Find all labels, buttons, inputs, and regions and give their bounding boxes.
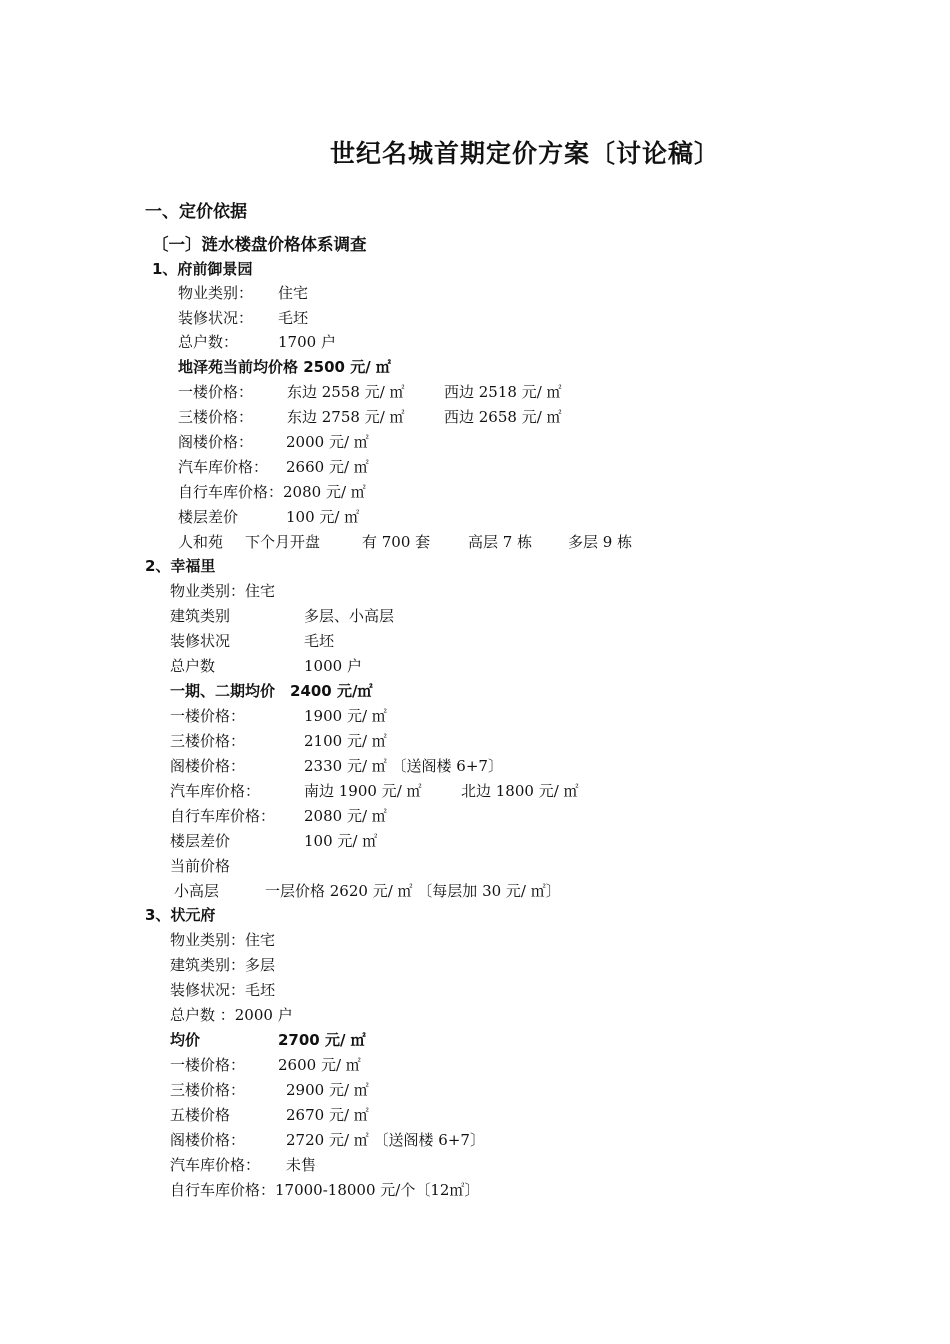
field-value-south: 南边 1900 元/ ㎡ (304, 782, 422, 800)
field-label: 阁楼价格： (170, 757, 246, 775)
field-value: 多层、小高层 (304, 607, 395, 625)
fuqian-floor1-row (178, 382, 562, 402)
zhuangyuanfu-attic-row (170, 1130, 485, 1150)
xingfuli-floor1-row (170, 706, 387, 726)
xingfuli-households-row (170, 656, 362, 676)
fuqian-households-row (178, 332, 336, 352)
field-value: 2700 元/ ㎡ (278, 1031, 366, 1049)
xingfuli-type-row: 物业类别：住宅 (170, 582, 276, 600)
field-label: 总户数： (178, 333, 239, 351)
property-heading-zhuangyuanfu: 3、状元府 (145, 906, 216, 924)
fuqian-decoration-row (178, 308, 309, 328)
xingfuli-floor3-row (170, 731, 387, 751)
field-value: 2660 元/ ㎡ (286, 458, 369, 476)
xingfuli-attic-row (170, 756, 503, 776)
field-value: 2000 元/ ㎡ (286, 433, 369, 451)
renhe-note-row (178, 532, 633, 552)
field-value: 2100 元/ ㎡ (304, 732, 387, 750)
field-label: 三楼价格： (178, 408, 254, 426)
field-value: 2900 元/ ㎡ (286, 1081, 369, 1099)
field-label: 五楼价格 (170, 1106, 231, 1124)
field-label: 阁楼价格： (178, 433, 254, 451)
section-heading-pricing-basis: 一、定价依据 (145, 202, 247, 222)
property-heading-fuqian: 1、府前御景园 (152, 260, 253, 278)
note-part: 下个月开盘 (245, 533, 321, 551)
field-label: 小高层 (174, 882, 220, 900)
xingfuli-current-price-label: 当前价格 (170, 857, 231, 875)
field-label: 均价 (170, 1031, 201, 1049)
document-title: 世纪名城首期定价方案〔讨论稿〕 (330, 139, 721, 168)
field-label: 汽车库价格： (170, 1156, 261, 1174)
fuqian-garage-row (178, 457, 369, 477)
field-value: 住宅 (278, 284, 309, 302)
field-value-east: 东边 2758 元/ ㎡ (287, 408, 405, 426)
field-value: 100 元/ ㎡ (286, 508, 360, 526)
xingfuli-floor-diff-row (170, 831, 378, 851)
xingfuli-bike-garage-row (170, 806, 387, 826)
fuqian-floor3-row (178, 407, 562, 427)
field-label: 装修状况 (170, 632, 231, 650)
field-value: 1000 户 (304, 657, 362, 675)
field-value: 2080 元/ ㎡ (304, 807, 387, 825)
field-label: 阁楼价格： (170, 1131, 246, 1149)
xingfuli-decoration-row (170, 631, 335, 651)
field-value: 100 元/ ㎡ (304, 832, 378, 850)
field-label: 一楼价格： (170, 707, 246, 725)
field-value: 一层价格 2620 元/ ㎡ 〔每层加 30 元/ ㎡〕 (265, 882, 561, 900)
note-part: 人和苑 (178, 533, 224, 551)
property-heading-xingfuli: 2、幸福里 (145, 557, 216, 575)
field-label: 楼层差价 (178, 508, 239, 526)
zhuangyuanfu-build-row: 建筑类别：多层 (170, 956, 276, 974)
note-part: 多层 9 栋 (568, 533, 633, 551)
field-value: 2670 元/ ㎡ (286, 1106, 369, 1124)
field-label: 建筑类别 (170, 607, 231, 625)
zhuangyuanfu-bike-garage-row: 自行车库价格：17000-18000 元/个〔12㎡〕 (170, 1181, 480, 1199)
field-value: 2720 元/ ㎡ 〔送阁楼 6+7〕 (286, 1131, 485, 1149)
field-value-west: 西边 2518 元/ ㎡ (444, 383, 562, 401)
field-value: 1700 户 (278, 333, 336, 351)
zhuangyuanfu-average-price-row (170, 1030, 366, 1050)
field-label: 一楼价格： (170, 1056, 246, 1074)
field-label: 总户数 (170, 657, 216, 675)
field-label: 三楼价格： (170, 732, 246, 750)
field-label: 物业类别： (178, 284, 254, 302)
zhuangyuanfu-households-row: 总户数 ：2000 户 (170, 1006, 293, 1024)
zhuangyuanfu-type-row: 物业类别：住宅 (170, 931, 276, 949)
field-label: 三楼价格： (170, 1081, 246, 1099)
fuqian-type-row (178, 283, 309, 303)
xingfuli-garage-row (170, 781, 579, 801)
field-value: 毛坯 (278, 309, 309, 327)
field-value-west: 西边 2658 元/ ㎡ (444, 408, 562, 426)
field-value: 1900 元/ ㎡ (304, 707, 387, 725)
note-part: 高层 7 栋 (468, 533, 533, 551)
note-part: 有 700 套 (362, 533, 431, 551)
fuqian-average-price: 地泽苑当前均价格 2500 元/ ㎡ (178, 358, 391, 376)
field-value: 毛坯 (304, 632, 335, 650)
zhuangyuanfu-decoration-row: 装修状况：毛坯 (170, 981, 276, 999)
fuqian-bike-garage-row: 自行车库价格：2080 元/ ㎡ (178, 483, 366, 501)
field-value-east: 东边 2558 元/ ㎡ (287, 383, 405, 401)
fuqian-floor-diff-row (178, 507, 360, 527)
field-value-north: 北边 1800 元/ ㎡ (461, 782, 579, 800)
field-label: 一楼价格： (178, 383, 254, 401)
field-value: 2600 元/ ㎡ (278, 1056, 361, 1074)
zhuangyuanfu-garage-row (170, 1155, 317, 1175)
field-label: 汽车库价格： (170, 782, 261, 800)
zhuangyuanfu-floor5-row (170, 1105, 369, 1125)
field-label: 自行车库价格： (170, 807, 276, 825)
xingfuli-xiaogaoceng-row (174, 881, 561, 901)
xingfuli-build-row (170, 606, 395, 626)
xingfuli-average-price: 一期、二期均价 2400 元/㎡ (170, 682, 373, 700)
field-label: 装修状况： (178, 309, 254, 327)
subsection-heading-survey: 〔一〕涟水楼盘价格体系调查 (152, 235, 367, 254)
zhuangyuanfu-floor3-row (170, 1080, 369, 1100)
field-label: 汽车库价格： (178, 458, 269, 476)
field-value: 未售 (286, 1156, 317, 1174)
zhuangyuanfu-floor1-row (170, 1055, 361, 1075)
fuqian-attic-row (178, 432, 369, 452)
field-label: 楼层差价 (170, 832, 231, 850)
field-value: 2330 元/ ㎡ 〔送阁楼 6+7〕 (304, 757, 503, 775)
